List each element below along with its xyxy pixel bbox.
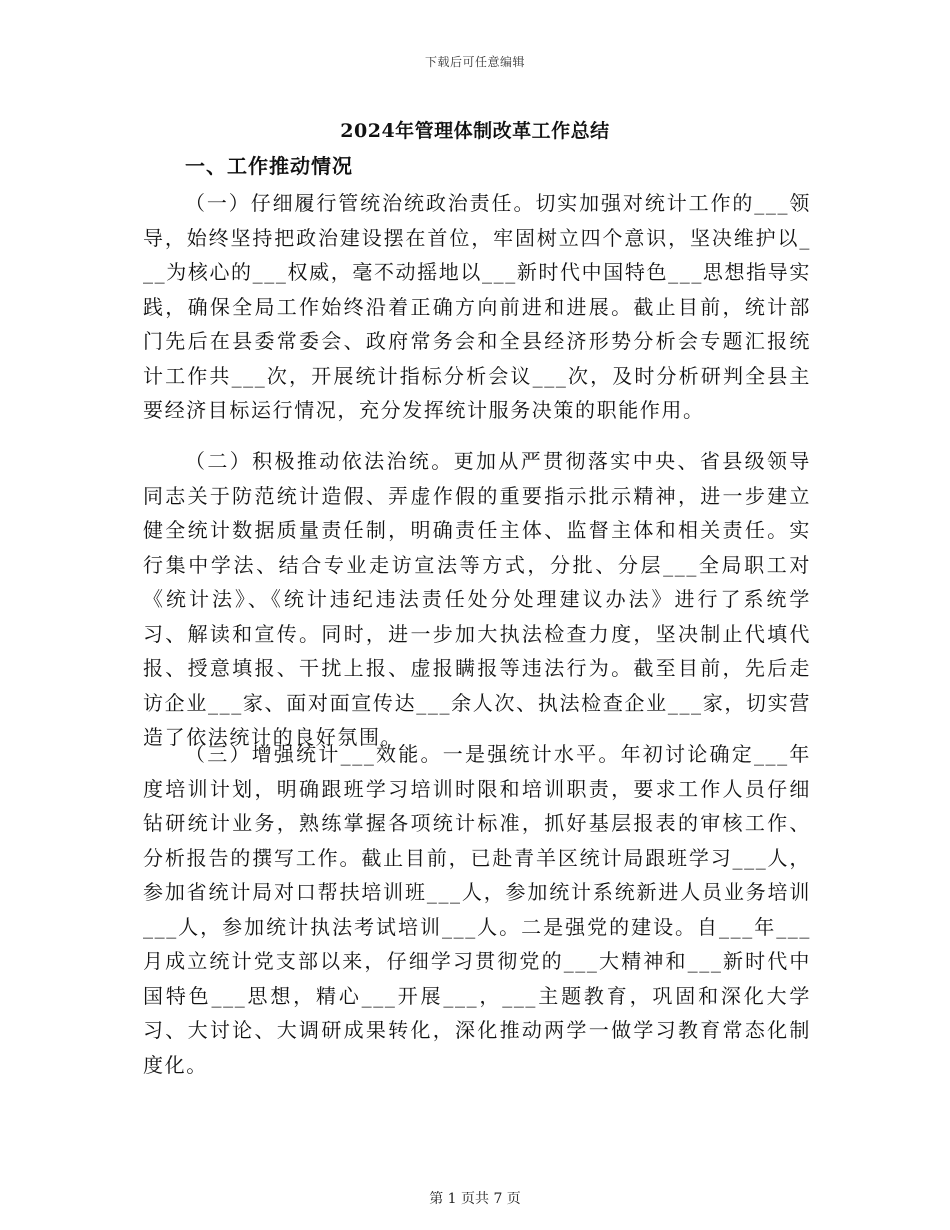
paragraph-2: （二）积极推动依法治统。更加从严贯彻落实中央、省县级领导同志关于防范统计造假、弄虚作假的重要指示批示精神，进一步建立健全统计数据质量责任制，明确责任主体、监督主体和相关责任。实行集中学法、结合专业走访宣法等方式，分批、分层___全局职工对《统计法》、《统计违纪违法责任处分处理建议办法》进行了系统学习、解读和宣传。同时，进一步加大执法检查力度，坚决制止代填代报、授意填报、干扰上报、虚报瞒报等违法行为。截至目前，先后走访企业___家、面对面宣传达___余人次、执法检查企业___家，切实营造了依法统计的良好氛围。 [143, 449, 811, 749]
document-title: 2024年管理体制改革工作总结 [340, 120, 610, 142]
paragraph-3: （三）增强统计___效能。一是强统计水平。年初讨论确定___年度培训计划，明确跟班学习培训时限和培训职责，要求工作人员仔细钻研统计业务，熟练掌握各项统计标准，抓好基层报表的审核工作、分析报告的撰写工作。截止目前，已赴青羊区统计局跟班学习___人，参加省统计局对口帮扶培训班___人，参加统计系统新进人员业务培训___人，参加统计执法考试培训___人。二是强党的建设。自___年___月成立统计党支部以来，仔细学习贯彻党的___大精神和___新时代中国特色___思想，精心___开展___，___主题教育，巩固和深化大学习、大讨论、大调研成果转化，深化推动两学一做学习教育常态化制度化。 [143, 742, 811, 1077]
page-number: 第 1 页共 7 页 [429, 1191, 521, 1207]
header-note: 下载后可任意编辑 [424, 55, 525, 69]
section-heading: 一、工作推动情况 [185, 154, 353, 178]
paragraph-1: （一）仔细履行管统治统政治责任。切实加强对统计工作的___领导，始终坚持把政治建设摆在首位，牢固树立四个意识，坚决维护以___为核心的___权威，毫不动摇地以___新时代中国特色___思想指导实践，确保全局工作始终沿着正确方向前进和进展。截止目前，统计部门先后在县委常委会、政府常务会和全县经济形势分析会专题汇报统计工作共___次，开展统计指标分析会议___次，及时分析研判全县主要经济目标运行情况，充分发挥统计服务决策的职能作用。 [143, 191, 811, 422]
